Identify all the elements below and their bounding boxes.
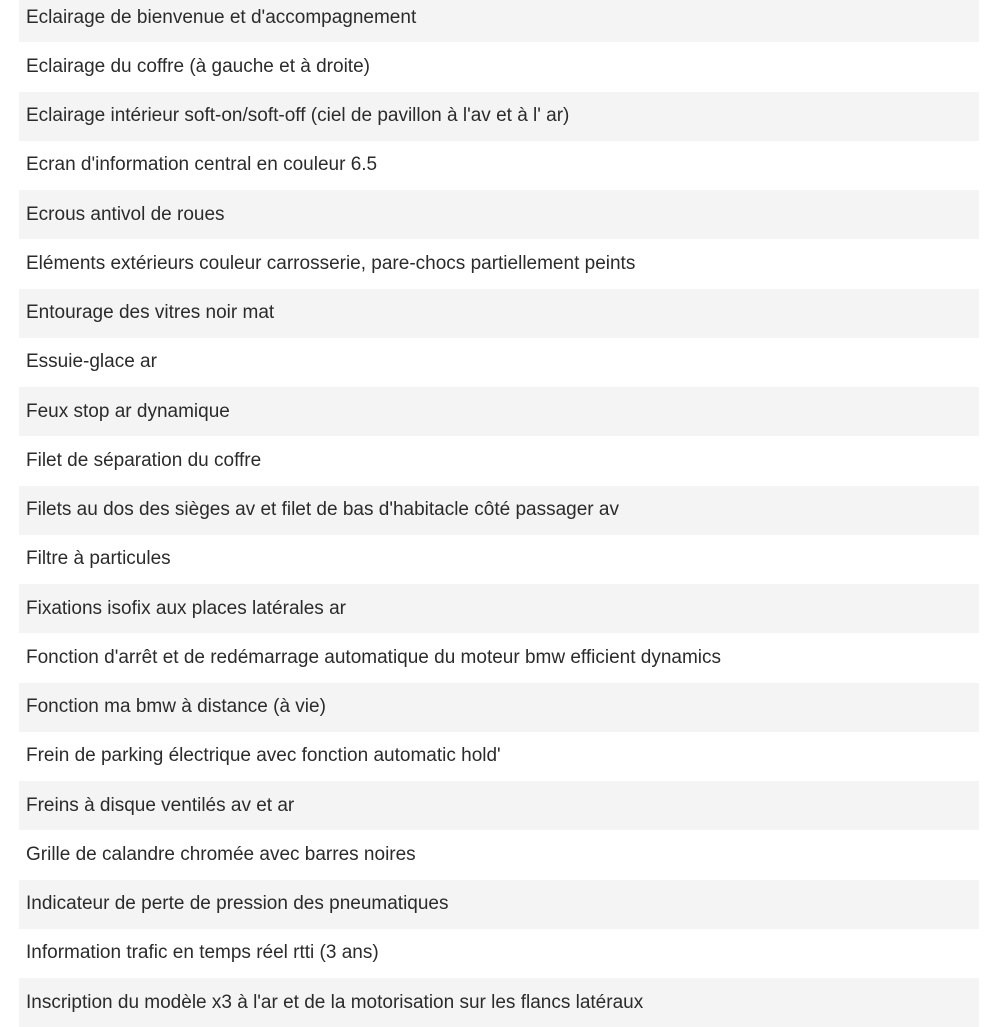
list-item: Grille de calandre chromée avec barres noires [19,830,979,879]
list-item: Entourage des vitres noir mat [19,289,979,338]
list-item: Ecran d'information central en couleur 6.5 [19,141,979,190]
list-item: Filet de séparation du coffre [19,436,979,485]
list-item: Filtre à particules [19,535,979,584]
list-item: Indicateur de perte de pression des pneumatiques [19,880,979,929]
list-item: Frein de parking électrique avec fonction automatic hold' [19,732,979,781]
list-item: Eclairage de bienvenue et d'accompagnement [19,0,979,42]
list-item: Eclairage intérieur soft-on/soft-off (ciel de pavillon à l'av et à l' ar) [19,92,979,141]
list-item: Filets au dos des sièges av et filet de bas d'habitacle côté passager av [19,486,979,535]
list-item: Eclairage du coffre (à gauche et à droite) [19,42,979,91]
list-item: Feux stop ar dynamique [19,387,979,436]
list-item: Freins à disque ventilés av et ar [19,781,979,830]
list-item: Information trafic en temps réel rtti (3 ans) [19,929,979,978]
list-item: Eléments extérieurs couleur carrosserie, pare-chocs partiellement peints [19,239,979,288]
list-item: Fonction ma bmw à distance (à vie) [19,683,979,732]
list-item: Inscription du modèle x3 à l'ar et de la motorisation sur les flancs latéraux [19,978,979,1027]
list-item: Ecrous antivol de roues [19,190,979,239]
list-item: Essuie-glace ar [19,338,979,387]
equipment-list [19,0,979,1027]
list-item: Fonction d'arrêt et de redémarrage automatique du moteur bmw efficient dynamics [19,633,979,682]
list-item: Fixations isofix aux places latérales ar [19,584,979,633]
